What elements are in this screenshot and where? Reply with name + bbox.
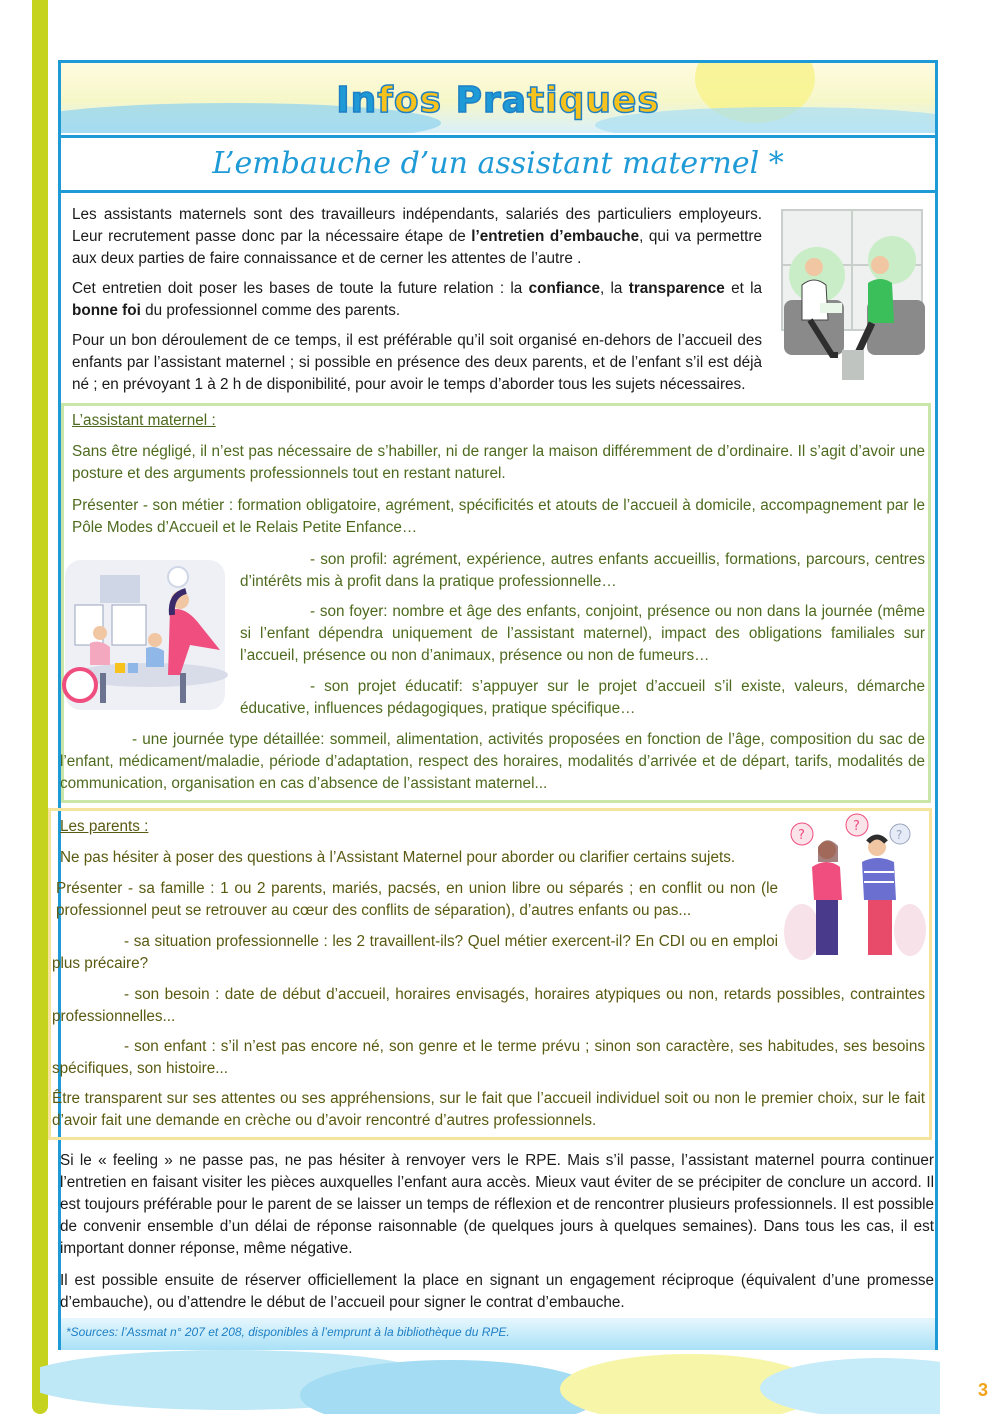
- closing-paragraph-1: Si le « feeling » ne passe pas, ne pas hésiter à renvoyer vers le RPE. Mais s’il passe, l’assistant maternel pourra continuer l’entretien en faisant visiter les pièces auxquelles l’enfant aura accès. Mieux vaut éviter de se précipiter de conclure un accord. Il est toujours préférable pour le parent de se laisser un temps de réflexion et de rencontrer plusieurs professionnels. Il est possible de convenir ensemble d’un délai de réponse raisonnable (de quelques jours à quelques semaines). Dans tous les cas, il est important donner réponse, même négative.: [60, 1152, 934, 1257]
- parents-paragraph-1: Ne pas hésiter à poser des questions à l’Assistant Maternel pour aborder ou clarifier certains sujets.: [60, 849, 736, 866]
- assistant-paragraph-3: - son profil: agrément, expérience, autres enfants accueillis, formations, parcours, centres d’intérêts mis à profit dans la pratique professionnelle…: [240, 551, 925, 590]
- assistant-paragraph-6: - une journée type détaillée: sommeil, alimentation, activités proposées en fonction de l’âge, composition du sac de l’enfant, médicament/maladie, période d’adaptation, respect des horaires, modalités d’arrivée et de départ, tarifs, modalités de communication, organisation en cas d’absence de l’assistant maternel...: [60, 731, 925, 792]
- parents-section-heading: Les parents :: [60, 818, 149, 835]
- interview-illustration: [772, 205, 932, 390]
- assistant-paragraph-5: - son projet éducatif: s’appuyer sur le projet d’accueil s’il existe, valeurs, démarche éducative, influences pédagogiques, pratique spécifique…: [240, 678, 925, 717]
- intro-paragraph-3: Pour un bon déroulement de ce temps, il est préférable qu’il soit organisé en-dehors de l’accueil des enfants par l’assistant maternel ; si possible en présence des deux parents, et de l’enfant s’il est déjà né ; en prévoyant 1 à 2 h de disponibilité, pour avoir le temps d’aborder tous les sujets nécessaires.: [72, 332, 762, 393]
- parents-paragraph-6: Être transparent sur ses attentes ou ses appréhensions, sur le fait que l’accueil individuel soit ou non le premier choix, sur le fait d’avoir fait une demande en crèche ou d’avoir rencontré d’autres professionnels.: [52, 1090, 925, 1129]
- assistant-paragraph-4: - son foyer: nombre et âge des enfants, conjoint, présence ou non dans la journée (même si l’enfant dépendra uniquement de l’assistant maternel), impact des obligations familiales sur l’accueil, présence ou non d’animaux, présence ou non de fumeurs…: [240, 603, 925, 664]
- title-part: tiques: [527, 80, 660, 121]
- classroom-illustration: [60, 555, 235, 715]
- article-subtitle: L’embauche d’un assistant maternel *: [212, 146, 784, 181]
- parents-paragraph-4: - son besoin : date de début d’accueil, horaires envisagés, horaires atypiques ou non, retards possibles, contraintes professionnelles...: [52, 986, 925, 1025]
- left-accent-stripe: [32, 0, 48, 1414]
- svg-text:?: ?: [853, 819, 860, 834]
- intro-paragraph-1: Les assistants maternels sont des travailleurs indépendants, salariés des particuliers employeurs. Leur recrutement passe donc par la nécessaire étape de l’entretien d’embauche, qui va permettre aux deux parties de faire connaissance et de cerner les attentes de l’autre .: [72, 206, 762, 267]
- intro-paragraph-2: Cet entretien doit poser les bases de toute la future relation : la confiance, la transparence et la bonne foi du professionnel comme des parents.: [72, 280, 763, 319]
- page-title: [61, 80, 935, 121]
- parents-illustration: [782, 812, 930, 962]
- svg-text:?: ?: [798, 828, 805, 843]
- title-part: In: [336, 80, 378, 121]
- closing-paragraph-2: Il est possible ensuite de réserver officiellement la place en signant un engagement réciproque (équivalent d’une promesse d’embauche), ou d’attendre le début de l’accueil pour signer le contrat d’embauche.: [60, 1272, 934, 1311]
- title-part: Pra: [455, 80, 528, 121]
- sources-note: *Sources: l’Assmat n° 207 et 208, disponibles à l’emprunt à la bibliothèque du RPE.: [66, 1325, 510, 1339]
- page-number: 3: [977, 1380, 988, 1400]
- parents-paragraph-2: Présenter - sa famille : 1 ou 2 parents, mariés, pacsés, en union libre ou séparés ; en conflit ou non (le professionnel peut se retrouver au cœur des conflits de séparation), d’autres enfants ou pas...: [56, 880, 778, 919]
- svg-text:?: ?: [896, 828, 903, 842]
- assistant-paragraph-1: Sans être négligé, il n’est pas nécessaire de s’habiller, ni de ranger la maison différemment de d’ordinaire. Il s’agit d’avoir une posture et des arguments professionnels tout en restant naturel.: [72, 443, 925, 482]
- assistant-paragraph-2: Présenter - son métier : formation obligatoire, agrément, spécificités et atouts de l’accueil à domicile, accompagnement par le Pôle Modes d’Accueil et le Relais Petite Enfance…: [72, 497, 925, 536]
- footer-decoration: [40, 1350, 940, 1414]
- parents-paragraph-5: - son enfant : s’il n’est pas encore né, son genre et le terme prévu ; sinon son caractère, ses habitudes, ses besoins spécifiques, son histoire...: [52, 1038, 925, 1077]
- parents-paragraph-3: - sa situation professionnelle : les 2 travaillent-ils? Quel métier exercent-il? En CDI ou en emploi plus précaire?: [52, 933, 778, 972]
- title-part: fos: [377, 80, 456, 121]
- assistant-section-heading: L’assistant maternel :: [72, 412, 216, 429]
